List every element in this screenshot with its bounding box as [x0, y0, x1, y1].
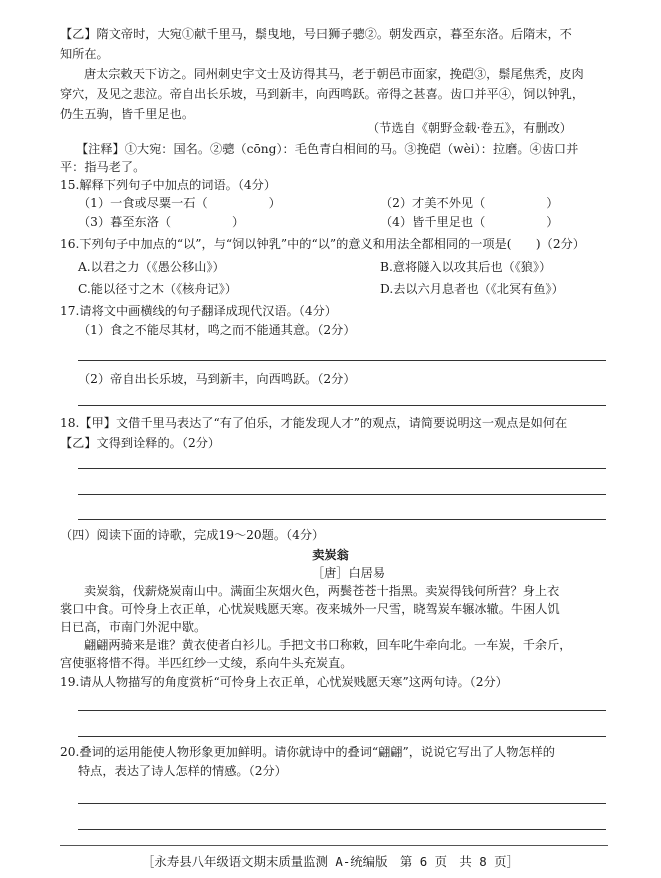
answer-line[interactable] [78, 360, 606, 361]
poem-line: 翩翩两骑来是谁？黄衣使者白衫儿。手把文书口称敕，回车叱牛牵向北。一车炭，千余斤， [84, 638, 572, 652]
passage-b-line: 【乙】隋文帝时，大宛①献千里马，鬃曳地，号曰狮子骢②。朝发西京，暮至东洛。后隋末，不 [60, 27, 572, 41]
page-footer: ［永寿县八年级语文期末质量监测 A-统编版 第 6 页 共 8 页］ [142, 854, 519, 869]
question-20-line: 特点，表达了诗人怎样的情感。（2分） [78, 764, 287, 778]
question-19-stem: 19.请从人物描写的角度赏析“可怜身上衣正单，心忧炭贱愿天寒”这两句诗。（2分） [60, 675, 508, 689]
poem-line: 日已高，市南门外泥中歇。 [60, 620, 207, 634]
answer-line[interactable] [78, 405, 606, 406]
question-16-option-a: A.以君之力（《愚公移山》） [78, 260, 225, 274]
question-16-option-d: D.去以六月息者也（《北冥有鱼》） [380, 282, 564, 296]
answer-line[interactable] [78, 803, 606, 804]
poem-line: 卖炭翁，伐薪烧炭南山中。满面尘灰烟火色，两鬓苍苍十指黑。卖炭得钱何所营？身上衣 [84, 584, 560, 598]
passage-b-line: 穿穴，及见之悲泣。帝自出长乐坡，马到新丰，向西鸣跃。帝得之甚喜。齿口并平④，饲以钟乳， [60, 87, 585, 101]
poem-title: 卖炭翁 [312, 548, 349, 562]
passage-b-line: 唐太宗敕天下访之。同州刺史宇文士及访得其马，老于朝邑市面家，挽硙③，鬃尾焦秃，皮肉 [84, 67, 584, 81]
passage-source: （节选自《朝野佥载·卷五》，有删改） [367, 121, 572, 135]
question-20-line: 20.叠词的运用能使人物形象更加鲜明。请你就诗中的叠词“翩翩”，说说它写出了人物怎样的 [60, 745, 555, 759]
question-18-line: 18.【甲】文借千里马表达了“有了伯乐，才能发现人才”的观点，请简要说明这一观点是如何在 [60, 416, 568, 430]
passage-b-line: 仍生五驹，皆千里足也。 [60, 107, 195, 121]
answer-line[interactable] [78, 829, 606, 830]
poem-author: ［唐］白居易 [311, 566, 386, 580]
answer-line[interactable] [78, 736, 606, 737]
annotation-line: 平：指马老了。 [60, 160, 146, 174]
question-15-item: （3）暮至东洛（ ） [78, 215, 245, 229]
answer-line[interactable] [78, 519, 606, 520]
annotation-line: 【注释】①大宛：国名。②骢（cōng）：毛色青白相间的马。③挽硙（wèi）：拉磨。④齿口并 [76, 142, 579, 156]
question-16-stem: 16.下列句子中加点的“以”，与“饲以钟乳”中的“以”的意义和用法全都相同的一项是( )（2分） [60, 237, 585, 251]
question-17-sentence-2: （2）帝自出长乐坡，马到新丰，向西鸣跃。（2分） [78, 372, 356, 386]
answer-line[interactable] [78, 468, 606, 469]
question-17-sentence-1: （1）食之不能尽其材，鸣之而不能通其意。（2分） [78, 323, 356, 337]
section-4-heading: （四）阅读下面的诗歌，完成19～20题。（4分） [60, 528, 325, 542]
passage-b-line: 知所在。 [60, 47, 109, 61]
footer-divider [60, 845, 608, 846]
question-18-line: 【乙】文得到诠释的。（2分） [60, 436, 221, 450]
poem-line: 宫使驱将惜不得。半匹红纱一丈绫，系向牛头充炭直。 [60, 656, 353, 670]
question-16-option-c: C.能以径寸之木（《核舟记》） [78, 282, 238, 296]
question-17-stem: 17.请将文中画横线的句子翻译成现代汉语。（4分） [60, 304, 337, 318]
question-15-item: （4）皆千里足也（ ） [380, 215, 559, 229]
answer-line[interactable] [78, 494, 606, 495]
question-15-item: （2）才美不外见（ ） [380, 196, 559, 210]
answer-line[interactable] [78, 710, 606, 711]
question-16-option-b: B.意将隧入以攻其后也（《狼》） [380, 260, 552, 274]
question-15-stem: 15.解释下列句子中加点的词语。（4分） [60, 178, 277, 192]
question-15-item: （1）一食或尽粟一石（ ） [78, 196, 281, 210]
poem-line: 裳口中食。可怜身上衣正单，心忧炭贱愿天寒。夜来城外一尺雪，晓驾炭车辗冰辙。牛困人饥 [60, 602, 560, 616]
